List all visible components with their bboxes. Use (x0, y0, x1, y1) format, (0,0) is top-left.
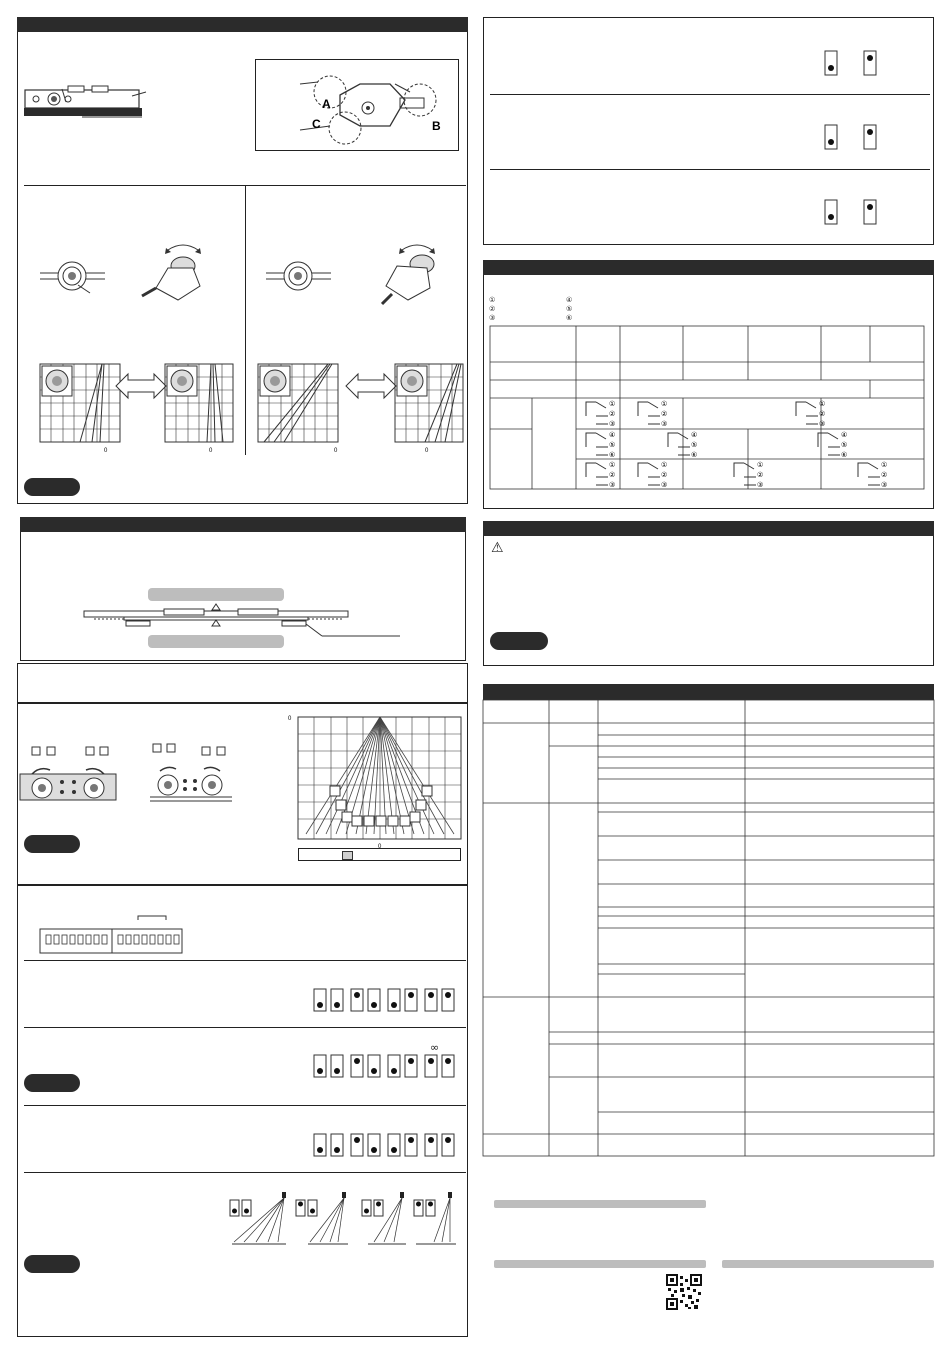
dip-switch-block (40, 914, 185, 956)
dial-pair-left (20, 744, 120, 804)
chart-zero-label: 0 (104, 448, 108, 454)
terminal-legend-1: ① (489, 296, 496, 304)
note-badge (24, 1074, 80, 1092)
footer-bar-3 (722, 1260, 934, 1268)
terminal-legend-5: ⑤ (566, 305, 573, 313)
terminal-6: ⑥ (841, 451, 848, 459)
footer-bar-2 (494, 1260, 706, 1268)
lens-top-view-right (266, 255, 331, 295)
relay-contact-a (582, 398, 622, 428)
switch-pair-2 (824, 124, 884, 152)
legend-swatch (342, 851, 353, 860)
terminal-legend-3: ③ (489, 314, 496, 322)
section-header-bar (483, 260, 934, 275)
double-arrow-left (116, 373, 166, 399)
relay-contact-c (792, 398, 832, 428)
double-arrow-right (346, 373, 396, 399)
terminal-3: ③ (881, 481, 888, 489)
terminal-legend-2: ② (489, 305, 496, 313)
terminal-1: ① (609, 461, 616, 469)
relay-contact-j (854, 459, 894, 489)
device-side-illustration (22, 86, 152, 132)
area-chart-2 (165, 364, 247, 456)
terminal-legend-4: ④ (566, 296, 573, 304)
area-chart-4 (395, 364, 477, 456)
switch-pair-3 (824, 199, 884, 227)
terminal-3: ③ (609, 420, 616, 428)
divider (490, 94, 930, 95)
relay-contact-h (634, 459, 674, 489)
infinity-label: ∞ (430, 1041, 440, 1054)
chart-zero-label: 0 (288, 716, 292, 722)
lens-detail-illustration (300, 70, 450, 150)
beam-pattern-1 (228, 1190, 288, 1248)
switch-set-3 (313, 1133, 455, 1159)
section-header-bar (483, 521, 934, 536)
terminal-2: ② (757, 471, 764, 479)
label-b: B (432, 119, 441, 133)
area-chart-1 (40, 364, 122, 456)
terminal-1: ① (819, 400, 826, 408)
bracket-assembly-illustration (84, 602, 414, 632)
warning-icon: ⚠ (491, 540, 504, 556)
terminal-3: ③ (609, 481, 616, 489)
relay-contact-f (814, 429, 854, 459)
divider (24, 960, 466, 961)
section-header-bar (17, 17, 468, 32)
section-header-bar (483, 684, 934, 700)
divider (24, 1105, 466, 1106)
terminal-6: ⑥ (609, 451, 616, 459)
terminal-1: ① (609, 400, 616, 408)
terminal-6: ⑥ (691, 451, 698, 459)
label-a: A (322, 97, 331, 111)
terminal-legend-6: ⑥ (566, 314, 573, 322)
beam-pattern-4 (412, 1190, 462, 1248)
chart-zero-label: 0 (378, 844, 382, 850)
terminal-1: ① (881, 461, 888, 469)
terminal-2: ② (661, 471, 668, 479)
switch-pair-1 (824, 50, 884, 78)
divider (490, 169, 930, 170)
note-badge (490, 632, 548, 650)
terminal-3: ③ (819, 420, 826, 428)
lens-rotate-illustration-right (372, 238, 452, 308)
note-badge (24, 478, 80, 496)
terminal-1: ① (661, 461, 668, 469)
relay-contact-g (582, 459, 622, 489)
terminal-2: ② (609, 471, 616, 479)
qr-code (666, 1274, 702, 1310)
label-c: C (312, 117, 321, 131)
switch-set-2 (313, 1054, 455, 1080)
switch-set-1 (313, 988, 455, 1014)
terminal-4: ④ (841, 431, 848, 439)
terminal-1: ① (661, 400, 668, 408)
terminal-1: ① (757, 461, 764, 469)
chart-zero-label: 0 (209, 448, 213, 454)
terminal-3: ③ (661, 420, 668, 428)
terminal-2: ② (609, 410, 616, 418)
relay-contact-b (634, 398, 674, 428)
terminal-5: ⑤ (841, 441, 848, 449)
beam-pattern-3 (360, 1190, 410, 1248)
chart-legend (298, 848, 461, 861)
beam-pattern-2 (294, 1190, 354, 1248)
note-badge (24, 1255, 80, 1273)
note-badge (24, 835, 80, 853)
chart-zero-label: 0 (425, 448, 429, 454)
lens-top-view-left (40, 255, 105, 295)
section-caution (483, 521, 934, 666)
relay-contact-i (730, 459, 770, 489)
relay-contact-d (582, 429, 622, 459)
divider (24, 1172, 466, 1173)
label-bar-top (148, 588, 284, 601)
terminal-2: ② (881, 471, 888, 479)
terminal-4: ④ (691, 431, 698, 439)
section-blank (17, 663, 468, 703)
dial-pair-right (150, 741, 240, 807)
terminal-2: ② (819, 410, 826, 418)
terminal-2: ② (661, 410, 668, 418)
chart-zero-label: 0 (334, 448, 338, 454)
detection-fan-chart (284, 710, 464, 850)
area-chart-3 (258, 364, 340, 456)
section-header-bar (20, 517, 466, 532)
terminal-4: ④ (609, 431, 616, 439)
footer-bar-1 (494, 1200, 706, 1208)
terminal-3: ③ (757, 481, 764, 489)
terminal-3: ③ (661, 481, 668, 489)
divider (24, 1027, 466, 1028)
terminal-5: ⑤ (691, 441, 698, 449)
label-bar-bottom (148, 635, 284, 648)
specifications-table (483, 700, 935, 1160)
lens-rotate-illustration-left (138, 238, 218, 308)
terminal-5: ⑤ (609, 441, 616, 449)
relay-contact-e (664, 429, 704, 459)
